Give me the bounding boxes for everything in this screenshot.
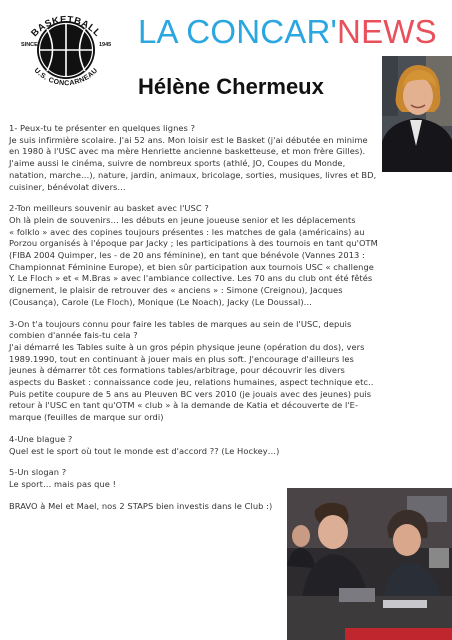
question-4: 4-Une blague ? bbox=[9, 433, 73, 444]
answer-1-line: en 1980 à l'USC avec ma mère Henriette ancienne basketteuse, et mon frère Gilles). bbox=[9, 146, 366, 157]
answer-2-line: « folklo » avec des copines toujours présentes : les matches de gala (américains) au bbox=[9, 226, 365, 237]
answer-2-line: Championnat Féminine Europe), et bien sûr participation aux tournois USC « challenge bbox=[9, 261, 374, 272]
answer-5-line: Le sport… mais pas que ! bbox=[9, 478, 117, 489]
answer-2-line: (Cousança), Carole (Le Floch), Monique (Le Noach), Jacky (Le Doussal)… bbox=[9, 296, 312, 307]
article-body bbox=[9, 123, 389, 512]
logo-left-text: SINCE bbox=[21, 42, 38, 48]
answer-3-line: retour à l'USC en tant qu'OTM « club » à la demande de Katia et découverte de l'E- bbox=[9, 400, 359, 411]
answer-3-line: marque (feuilles de marque sur ordi) bbox=[9, 412, 164, 423]
answer-3-line: jeunes à démarrer tôt ces formations tables/arbitrage, pour découvrir les divers bbox=[9, 365, 345, 376]
answer-1-line: J'aime aussi le cinéma, suivre de nombreux sports (athlé, JO, Coupes du Monde, bbox=[9, 158, 346, 169]
answer-2-line: dignement, le plaisir de retrouver des « anciens » : Simone (Creignou), Jacques bbox=[9, 285, 343, 296]
section-1 bbox=[9, 123, 441, 193]
answer-2-line: Oh là plein de souvenirs… les débuts en jeune joueuse senior et les déplacements bbox=[9, 214, 356, 225]
section-5 bbox=[9, 467, 287, 490]
question-5: 5-Un slogan ? bbox=[9, 467, 67, 478]
logo-bottom-text: U.S. CONCARNEAU bbox=[32, 67, 100, 88]
interviewee-name: Hélène Chermeux bbox=[138, 74, 324, 99]
answer-2-line: Porzou organisés à l'époque par Jacky ; les participations à des tournois en tant qu'OTM bbox=[9, 238, 378, 249]
section-4 bbox=[9, 434, 287, 457]
answer-3-line: 1989.1990, tout en continuant à jouer mais en plus soft. J'encourage d'ailleurs les bbox=[9, 353, 354, 364]
section-2 bbox=[9, 203, 441, 308]
newsletter-title-part2: NEWS bbox=[337, 13, 437, 50]
section-3 bbox=[9, 319, 441, 424]
answer-2-line: Y. Le Floch » et « M.Bras » avec l'ambiance collective. Les 70 ans du club ont été fêtés bbox=[9, 273, 373, 284]
answer-3-line: Puis petite coupure de 5 ans au Pleuven BC vers 2010 (je jouais avec des jeunes) puis bbox=[9, 388, 372, 399]
logo-right-text: 1945 bbox=[99, 42, 112, 48]
answer-4-line: Quel est le sport où tout le monde est d'accord ?? (Le Hockey…) bbox=[9, 445, 280, 456]
usc-basketball-logo bbox=[8, 2, 124, 98]
closing-message: BRAVO à Mel et Mael, nos 2 STAPS bien investis dans le Club :) bbox=[9, 500, 273, 511]
answer-1-line: natation, marche…), nature, jardin, animaux, bricolage, sorties, musiques, livres et BD, bbox=[9, 169, 377, 180]
question-1: 1- Peux-tu te présenter en quelques lignes ? bbox=[9, 123, 196, 133]
question-3: combien d'année fais-tu cela ? bbox=[9, 330, 138, 341]
newsletter-title bbox=[138, 12, 437, 52]
scoring-table-photo bbox=[287, 488, 452, 640]
question-3: 3-On t'a toujours connu pour faire les tables de marques au sein de l'USC, depuis bbox=[9, 318, 352, 329]
answer-3-line: aspects du Basket : connaissance code jeu, relations humaines, aspect technique etc.. bbox=[9, 377, 374, 388]
logo-top-text: BASKETBALL bbox=[29, 14, 103, 40]
answer-3-line: J'ai démarré les Tables suite à un gros pépin physique jeune (opération du dos), vers bbox=[9, 341, 365, 352]
newsletter-title-part1: LA CONCAR' bbox=[138, 13, 338, 50]
answer-2-line: (FIBA 2004 Quimper, les - de 20 ans féminine), en tant que bénévole (Vannes 2013 : bbox=[9, 250, 365, 261]
answer-1-line: Je suis infirmière scolaire. J'ai 52 ans. Mon loisir est le Basket (j'ai débutée en minime bbox=[9, 134, 368, 145]
question-2: 2-Ton meilleurs souvenir au basket avec l'USC ? bbox=[9, 203, 209, 214]
answer-1-line: cuisiner, bénévolat divers… bbox=[9, 181, 126, 192]
